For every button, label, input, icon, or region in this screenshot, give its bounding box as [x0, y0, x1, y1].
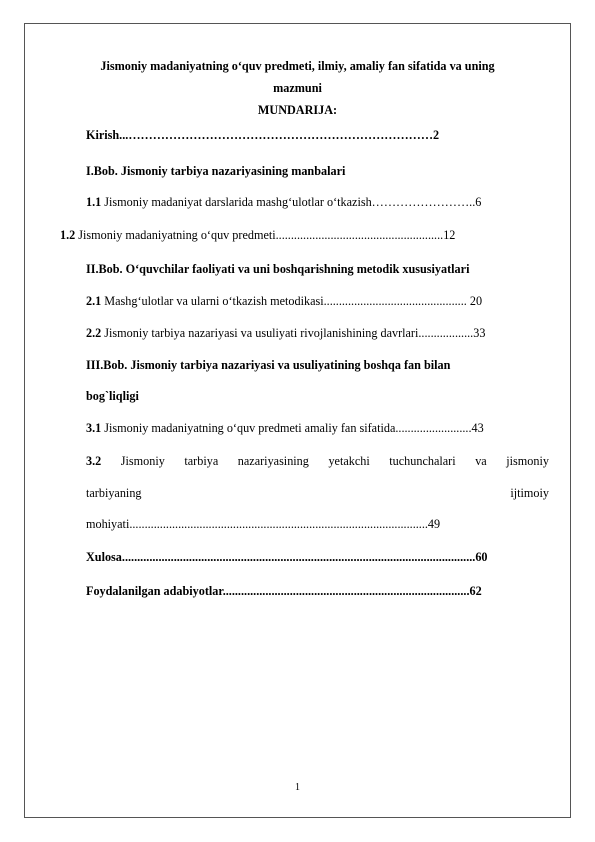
section-text: Jismoniy tarbiya nazariyasi va usuliyati rivojlanishining davrlari..................33 — [104, 326, 486, 340]
word: va — [475, 454, 487, 468]
toc-section-3-1 — [86, 421, 484, 436]
toc-chapter-2 — [86, 262, 469, 277]
word: jismoniy — [506, 454, 549, 468]
toc-section-1-2 — [60, 228, 455, 243]
toc-section-3-2-line-2 — [86, 486, 549, 501]
page-number: 1 — [295, 782, 300, 793]
toc-section-2-2 — [86, 326, 485, 341]
section-text: Mashg‘ulotlar va ularni o‘tkazish metodikasi............................................... 20 — [104, 294, 483, 308]
section-number: 3.1 — [86, 421, 102, 435]
section-text: Jismoniy madaniyat darslarida mashg‘ulotlar o‘tkazish……………………..6 — [104, 195, 482, 209]
toc-adabiyot: Foydalanilgan adabiyotlar.................................................................................62 — [86, 584, 482, 598]
toc-kirish: Kirish...…………………………………………………………………2 — [86, 128, 440, 142]
section-number: 3.2 — [86, 454, 102, 468]
document-title-line-1: Jismoniy madaniyatning o‘quv predmeti, ilmiy, amaliy fan sifatida va uning — [100, 59, 495, 73]
word: tarbiya — [184, 454, 219, 468]
word: tuchunchalari — [389, 454, 456, 468]
word: nazariyasining — [237, 454, 309, 468]
word: tarbiyaning — [86, 486, 142, 500]
section-number: 1.2 — [60, 228, 76, 242]
toc-section-3-2-line-1 — [86, 454, 549, 469]
toc-section-3-2-line-3: mohiyati..................................................................................................49 — [86, 517, 441, 531]
word: ijtimoiy — [510, 486, 549, 500]
toc-xulosa: Xulosa....................................................................................................................60 — [86, 550, 488, 564]
section-number: 1.1 — [86, 195, 102, 209]
section-text: Jismoniy madaniyatning o‘quv predmeti.......................................................12 — [78, 228, 456, 242]
chapter-label: II.Bob — [86, 262, 120, 276]
toc-section-2-1 — [86, 294, 482, 309]
toc-chapter-3-line-1: III.Bob. Jismoniy tarbiya nazariyasi va usuliyatining boshqa fan bilan — [86, 358, 451, 372]
word: Jismoniy — [120, 454, 165, 468]
chapter-text: . O‘quvchilar faoliyati va uni boshqarishning metodik xususiyatlari — [119, 262, 470, 276]
section-number: 2.2 — [86, 326, 102, 340]
contents-heading: MUNDARIJA: — [257, 103, 338, 117]
toc-chapter-3-line-2: bog`liqligi — [86, 389, 139, 403]
section-number: 2.1 — [86, 294, 102, 308]
toc-section-1-1 — [86, 195, 481, 210]
section-text: Jismoniy madaniyatning o‘quv predmeti amaliy fan sifatida.........................43 — [104, 421, 484, 435]
document-title-line-2: mazmuni — [273, 81, 322, 95]
word: yetakchi — [328, 454, 370, 468]
toc-chapter-1: I.Bob. Jismoniy tarbiya nazariyasining manbalari — [86, 164, 346, 178]
